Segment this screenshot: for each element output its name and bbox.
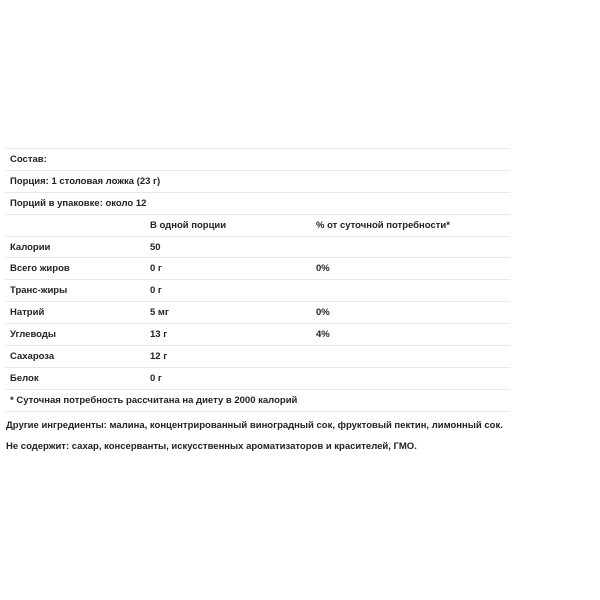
nutrient-amount: 13 г bbox=[145, 324, 311, 346]
nutrient-name: Сахароза bbox=[5, 346, 145, 368]
table-header-row bbox=[5, 214, 510, 236]
nutrient-name: Углеводы bbox=[5, 324, 145, 346]
footnote: * Суточная потребность рассчитана на диету в 2000 калорий bbox=[5, 389, 510, 411]
nutrient-daily-value: 4% bbox=[311, 324, 510, 346]
nutrient-amount: 5 мг bbox=[145, 302, 311, 324]
other-ingredients: Другие ингредиенты: малина, концентрированный виноградный сок, фруктовый пектин, лимонный сок. bbox=[6, 419, 503, 431]
nutrient-name: Всего жиров bbox=[5, 258, 145, 280]
nutrient-amount: 0 г bbox=[145, 367, 311, 389]
nutrient-amount: 12 г bbox=[145, 346, 311, 368]
nutrient-daily-value bbox=[311, 236, 510, 258]
nutrition-document bbox=[5, 148, 510, 453]
nutrient-daily-value bbox=[311, 280, 510, 302]
table-row bbox=[5, 258, 510, 280]
table-row bbox=[5, 346, 510, 368]
nutrient-daily-value: 0% bbox=[311, 302, 510, 324]
nutrient-daily-value bbox=[311, 346, 510, 368]
table-row bbox=[5, 280, 510, 302]
composition-row bbox=[5, 149, 510, 171]
header-empty-cell bbox=[5, 214, 145, 236]
serving-size-row bbox=[5, 170, 510, 192]
table-row bbox=[5, 236, 510, 258]
nutrition-table bbox=[5, 148, 510, 412]
nutrient-daily-value bbox=[311, 367, 510, 389]
serving-size: Порция: 1 столовая ложка (23 г) bbox=[5, 170, 510, 192]
nutrient-amount: 0 г bbox=[145, 258, 311, 280]
nutrient-amount: 50 bbox=[145, 236, 311, 258]
nutrient-name: Транс-жиры bbox=[5, 280, 145, 302]
nutrient-name: Натрий bbox=[5, 302, 145, 324]
nutrient-amount: 0 г bbox=[145, 280, 311, 302]
nutrient-name: Белок bbox=[5, 367, 145, 389]
servings-per-container: Порций в упаковке: около 12 bbox=[5, 192, 510, 214]
header-per-serving: В одной порции bbox=[145, 214, 311, 236]
table-row bbox=[5, 324, 510, 346]
footnote-row bbox=[5, 389, 510, 411]
table-row bbox=[5, 302, 510, 324]
table-row bbox=[5, 367, 510, 389]
composition-title: Состав: bbox=[5, 149, 510, 171]
header-daily-value: % от суточной потребности* bbox=[311, 214, 510, 236]
servings-per-container-row bbox=[5, 192, 510, 214]
nutrient-name: Калории bbox=[5, 236, 145, 258]
does-not-contain: Не содержит: сахар, консерванты, искусственных ароматизаторов и красителей, ГМО. bbox=[6, 440, 417, 452]
nutrient-daily-value: 0% bbox=[311, 258, 510, 280]
